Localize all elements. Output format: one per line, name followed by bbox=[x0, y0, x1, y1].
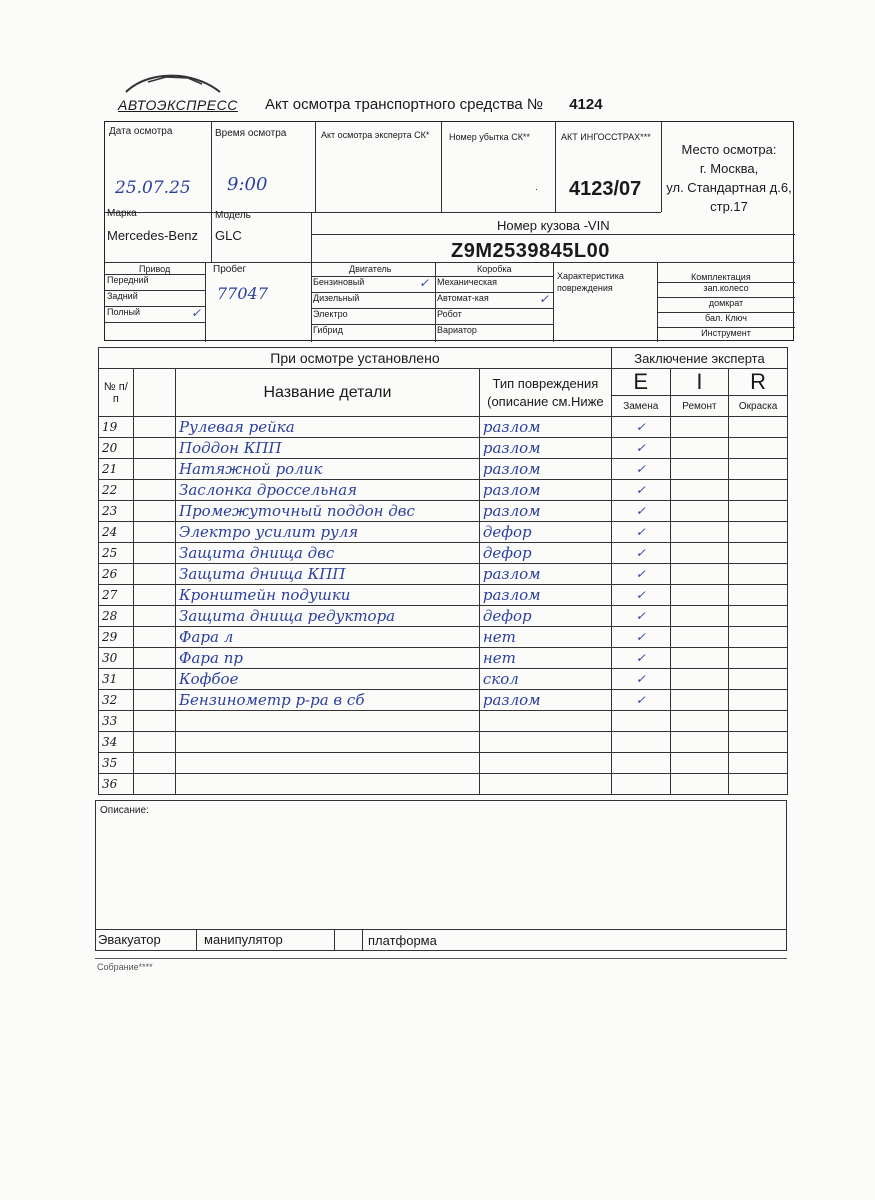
part-name[interactable] bbox=[176, 774, 480, 795]
damage-type[interactable]: нет bbox=[479, 627, 611, 648]
info-box bbox=[104, 121, 794, 341]
replace-mark[interactable]: ✓ bbox=[611, 585, 670, 606]
table-row bbox=[99, 732, 788, 753]
table-row bbox=[99, 774, 788, 795]
row-number: 36 bbox=[99, 774, 134, 795]
replace-mark[interactable]: ✓ bbox=[611, 480, 670, 501]
time-value: 9:00 bbox=[227, 174, 268, 195]
damage-header-line1: Тип повреждения bbox=[492, 375, 599, 391]
act-number: 4124 bbox=[569, 96, 603, 113]
blank-header bbox=[133, 369, 175, 417]
table-row bbox=[99, 627, 788, 648]
drive-all[interactable]: Полный ✓ bbox=[105, 306, 205, 323]
evacuator-row bbox=[95, 929, 787, 951]
row-blank bbox=[133, 753, 175, 774]
paint-mark[interactable] bbox=[729, 438, 788, 459]
part-name[interactable]: Кофбое bbox=[176, 669, 480, 690]
table-row bbox=[99, 669, 788, 690]
row-blank bbox=[133, 711, 175, 732]
repair-mark[interactable] bbox=[670, 648, 729, 669]
equipment-tools[interactable]: Инструмент bbox=[657, 327, 795, 342]
damage-char-label bbox=[557, 270, 624, 294]
damage-type[interactable]: разлом bbox=[479, 564, 611, 585]
row-number: 23 bbox=[99, 501, 134, 522]
repair-mark[interactable] bbox=[670, 522, 729, 543]
section-title: При осмотре установлено bbox=[99, 348, 612, 369]
engine-label: Двигатель bbox=[349, 264, 392, 274]
row-number: 29 bbox=[99, 627, 134, 648]
logo bbox=[118, 70, 238, 113]
part-name[interactable] bbox=[176, 753, 480, 774]
replace-mark[interactable] bbox=[611, 774, 670, 795]
e-label: Замена bbox=[611, 396, 670, 417]
row-blank bbox=[133, 480, 175, 501]
table-row bbox=[99, 690, 788, 711]
damage-type[interactable]: дефор bbox=[479, 543, 611, 564]
footer-cut-text: Собрание**** bbox=[97, 962, 153, 972]
row-number: 33 bbox=[99, 711, 134, 732]
place-line1: г. Москва, bbox=[699, 161, 759, 176]
check-icon: ✓ bbox=[418, 276, 429, 290]
part-name[interactable]: Защита днища двс bbox=[176, 543, 480, 564]
paint-mark[interactable] bbox=[729, 480, 788, 501]
part-name[interactable]: Защита днища редуктора bbox=[176, 606, 480, 627]
row-blank bbox=[133, 438, 175, 459]
manipulator-checkbox[interactable] bbox=[176, 930, 196, 950]
gearbox-options bbox=[435, 276, 553, 340]
replace-mark[interactable]: ✓ bbox=[611, 669, 670, 690]
table-row bbox=[99, 438, 788, 459]
replace-mark[interactable]: ✓ bbox=[611, 438, 670, 459]
equipment-spare-wheel[interactable]: зап.колесо bbox=[657, 282, 795, 297]
repair-mark[interactable] bbox=[670, 438, 729, 459]
replace-mark[interactable]: ✓ bbox=[611, 417, 670, 438]
platform-label: платформа bbox=[368, 933, 437, 948]
equipment-list bbox=[657, 282, 795, 342]
damage-type[interactable]: дефор bbox=[479, 606, 611, 627]
i-label: Ремонт bbox=[670, 396, 729, 417]
table-row bbox=[99, 480, 788, 501]
paint-mark[interactable] bbox=[729, 564, 788, 585]
title-text: Акт осмотра транспортного средства № bbox=[265, 96, 544, 113]
table-row bbox=[99, 501, 788, 522]
date-value: 25.07.25 bbox=[115, 178, 191, 198]
repair-mark[interactable] bbox=[670, 417, 729, 438]
row-number: 24 bbox=[99, 522, 134, 543]
part-name[interactable]: Промежуточный поддон двс bbox=[176, 501, 480, 522]
repair-mark[interactable] bbox=[670, 774, 729, 795]
check-icon: ✓ bbox=[190, 306, 201, 320]
part-name[interactable]: Фара л bbox=[176, 627, 480, 648]
engine-electro[interactable]: Электро bbox=[311, 308, 435, 324]
repair-mark[interactable] bbox=[670, 732, 729, 753]
row-blank bbox=[133, 564, 175, 585]
replace-mark[interactable]: ✓ bbox=[611, 606, 670, 627]
equipment-label: Комплектация bbox=[691, 272, 751, 282]
replace-mark[interactable]: ✓ bbox=[611, 501, 670, 522]
paint-mark[interactable] bbox=[729, 585, 788, 606]
engine-hybrid[interactable]: Гибрид bbox=[311, 324, 435, 340]
paint-mark[interactable] bbox=[729, 606, 788, 627]
loss-number-value: . bbox=[535, 182, 538, 193]
row-blank bbox=[133, 501, 175, 522]
repair-mark[interactable] bbox=[670, 753, 729, 774]
paint-mark[interactable] bbox=[729, 690, 788, 711]
mileage-value: 77047 bbox=[217, 284, 268, 303]
repair-mark[interactable] bbox=[670, 543, 729, 564]
description-box[interactable] bbox=[95, 800, 787, 930]
part-name[interactable]: Бензинометр р-ра в сб bbox=[176, 690, 480, 711]
model-value: GLC bbox=[215, 228, 242, 243]
damage-type[interactable]: разлом bbox=[479, 501, 611, 522]
row-blank bbox=[133, 690, 175, 711]
model-label: Модель bbox=[215, 210, 251, 221]
row-number: 27 bbox=[99, 585, 134, 606]
repair-mark[interactable] bbox=[670, 459, 729, 480]
e-letter: E bbox=[611, 369, 670, 396]
description-label: Описание: bbox=[100, 805, 149, 816]
row-number: 22 bbox=[99, 480, 134, 501]
date-label: Дата осмотра bbox=[109, 126, 173, 137]
damage-char-line1: Характеристика bbox=[557, 271, 624, 281]
paint-mark[interactable] bbox=[729, 543, 788, 564]
inspection-place bbox=[665, 140, 793, 216]
equipment-wrench[interactable]: бал. Ключ bbox=[657, 312, 795, 327]
repair-mark[interactable] bbox=[670, 564, 729, 585]
table-row bbox=[99, 711, 788, 732]
repair-mark[interactable] bbox=[670, 501, 729, 522]
logo-text: АВТОЭКСПРЕСС bbox=[118, 97, 238, 113]
repair-mark[interactable] bbox=[670, 606, 729, 627]
replace-mark[interactable]: ✓ bbox=[611, 522, 670, 543]
damage-char-line2: повреждения bbox=[557, 283, 613, 293]
damage-type[interactable]: разлом bbox=[479, 459, 611, 480]
check-icon: ✓ bbox=[538, 292, 549, 306]
row-number: 20 bbox=[99, 438, 134, 459]
expert-act-label: Акт осмотра эксперта СК* bbox=[321, 130, 430, 140]
row-number: 31 bbox=[99, 669, 134, 690]
damage-type[interactable] bbox=[479, 774, 611, 795]
row-blank bbox=[133, 627, 175, 648]
num-header: № п/п bbox=[99, 369, 134, 417]
page-title bbox=[265, 96, 603, 113]
platform-checkbox[interactable] bbox=[334, 930, 362, 950]
part-header: Название детали bbox=[176, 369, 480, 417]
paint-mark[interactable] bbox=[729, 522, 788, 543]
engine-diesel[interactable]: Дизельный bbox=[311, 292, 435, 308]
paint-mark[interactable] bbox=[729, 459, 788, 480]
part-name[interactable]: Рулевая рейка bbox=[176, 417, 480, 438]
damage-type[interactable]: разлом bbox=[479, 438, 611, 459]
replace-mark[interactable]: ✓ bbox=[611, 690, 670, 711]
findings-rows bbox=[99, 417, 788, 795]
damage-type[interactable]: разлом bbox=[479, 585, 611, 606]
part-name[interactable]: Заслонка дроссельная bbox=[176, 480, 480, 501]
replace-mark[interactable]: ✓ bbox=[611, 648, 670, 669]
row-blank bbox=[133, 585, 175, 606]
gearbox-auto[interactable]: Автомат-кая ✓ bbox=[435, 292, 553, 308]
part-name[interactable] bbox=[176, 711, 480, 732]
footer-cut-line bbox=[95, 958, 787, 972]
drive-label: Привод bbox=[139, 264, 171, 274]
damage-type[interactable]: разлом bbox=[479, 417, 611, 438]
loss-number-label: Номер убытка СК** bbox=[449, 132, 530, 142]
damage-header-line2: (описание см.Ниже bbox=[487, 393, 604, 409]
part-name[interactable]: Поддон КПП bbox=[176, 438, 480, 459]
replace-mark[interactable]: ✓ bbox=[611, 543, 670, 564]
part-name[interactable]: Защита днища КПП bbox=[176, 564, 480, 585]
replace-mark[interactable] bbox=[611, 753, 670, 774]
replace-mark[interactable] bbox=[611, 732, 670, 753]
mileage-label: Пробег bbox=[213, 264, 247, 275]
damage-type[interactable]: разлом bbox=[479, 690, 611, 711]
part-name[interactable]: Кронштейн подушки bbox=[176, 585, 480, 606]
table-title-row bbox=[99, 348, 788, 369]
gearbox-label: Коробка bbox=[477, 264, 512, 274]
evacuator-label: Эвакуатор bbox=[98, 932, 161, 947]
table-row bbox=[99, 417, 788, 438]
row-blank bbox=[133, 606, 175, 627]
r-label: Окраска bbox=[729, 396, 788, 417]
damage-header bbox=[479, 369, 611, 417]
row-blank bbox=[133, 648, 175, 669]
row-blank bbox=[133, 732, 175, 753]
table-header-row bbox=[99, 369, 788, 396]
drive-front[interactable]: Передний bbox=[105, 274, 205, 290]
i-letter: I bbox=[670, 369, 729, 396]
engine-options bbox=[311, 276, 435, 340]
paint-mark[interactable] bbox=[729, 648, 788, 669]
replace-mark[interactable] bbox=[611, 711, 670, 732]
paint-mark[interactable] bbox=[729, 627, 788, 648]
repair-mark[interactable] bbox=[670, 711, 729, 732]
ingos-value: 4123/07 bbox=[569, 178, 642, 200]
make-value: Mercedes-Benz bbox=[107, 228, 199, 243]
repair-mark[interactable] bbox=[670, 585, 729, 606]
drive-rear[interactable]: Задний bbox=[105, 290, 205, 306]
row-number: 25 bbox=[99, 543, 134, 564]
paint-mark[interactable] bbox=[729, 753, 788, 774]
vin-label: Номер кузова -VIN bbox=[497, 218, 610, 233]
table-row bbox=[99, 522, 788, 543]
repair-mark[interactable] bbox=[670, 480, 729, 501]
row-number: 35 bbox=[99, 753, 134, 774]
row-number: 21 bbox=[99, 459, 134, 480]
vin-value: Z9M2539845L00 bbox=[451, 240, 610, 262]
engine-petrol[interactable]: Бензиновый ✓ bbox=[311, 276, 435, 292]
row-number: 19 bbox=[99, 417, 134, 438]
place-label: Место осмотра: bbox=[681, 142, 777, 157]
place-line2: ул. Стандартная д.6, bbox=[666, 180, 792, 195]
paint-mark[interactable] bbox=[729, 417, 788, 438]
row-blank bbox=[133, 543, 175, 564]
row-blank bbox=[133, 774, 175, 795]
row-number: 32 bbox=[99, 690, 134, 711]
make-label: Марка bbox=[107, 208, 137, 219]
damage-type[interactable]: дефор bbox=[479, 522, 611, 543]
row-blank bbox=[133, 417, 175, 438]
table-row bbox=[99, 564, 788, 585]
damage-type[interactable] bbox=[479, 732, 611, 753]
row-blank bbox=[133, 522, 175, 543]
table-row bbox=[99, 606, 788, 627]
repair-mark[interactable] bbox=[670, 627, 729, 648]
paint-mark[interactable] bbox=[729, 711, 788, 732]
equipment-jack[interactable]: домкрат bbox=[657, 297, 795, 312]
table-row bbox=[99, 459, 788, 480]
row-blank bbox=[133, 669, 175, 690]
findings-table bbox=[98, 347, 788, 795]
time-label: Время осмотра bbox=[215, 128, 287, 139]
gearbox-cvt[interactable]: Вариатор bbox=[435, 324, 553, 340]
repair-mark[interactable] bbox=[670, 690, 729, 711]
table-row bbox=[99, 648, 788, 669]
repair-mark[interactable] bbox=[670, 669, 729, 690]
row-number: 26 bbox=[99, 564, 134, 585]
gearbox-manual[interactable]: Механическая bbox=[435, 276, 553, 292]
row-number: 30 bbox=[99, 648, 134, 669]
table-row bbox=[99, 543, 788, 564]
row-number: 28 bbox=[99, 606, 134, 627]
replace-mark[interactable]: ✓ bbox=[611, 627, 670, 648]
damage-type[interactable]: нет bbox=[479, 648, 611, 669]
manipulator-label: манипулятор bbox=[204, 932, 283, 947]
damage-type[interactable] bbox=[479, 711, 611, 732]
part-name[interactable]: Натяжной ролик bbox=[176, 459, 480, 480]
damage-type[interactable]: разлом bbox=[479, 480, 611, 501]
damage-type[interactable]: скол bbox=[479, 669, 611, 690]
gearbox-robot[interactable]: Робот bbox=[435, 308, 553, 324]
r-letter: R bbox=[729, 369, 788, 396]
paint-mark[interactable] bbox=[729, 732, 788, 753]
ingos-label: АКТ ИНГОССТРАХ*** bbox=[561, 132, 651, 142]
paint-mark[interactable] bbox=[729, 669, 788, 690]
car-logo-icon bbox=[118, 70, 228, 96]
row-number: 34 bbox=[99, 732, 134, 753]
part-name[interactable]: Электро усилит руля bbox=[176, 522, 480, 543]
row-blank bbox=[133, 459, 175, 480]
table-row bbox=[99, 753, 788, 774]
replace-mark[interactable]: ✓ bbox=[611, 564, 670, 585]
paint-mark[interactable] bbox=[729, 774, 788, 795]
replace-mark[interactable]: ✓ bbox=[611, 459, 670, 480]
drive-options bbox=[105, 274, 205, 323]
place-line3: стр.17 bbox=[710, 199, 748, 214]
conclusion-title: Заключение эксперта bbox=[611, 348, 787, 369]
part-name[interactable] bbox=[176, 732, 480, 753]
table-row bbox=[99, 585, 788, 606]
damage-type[interactable] bbox=[479, 753, 611, 774]
part-name[interactable]: Фара пр bbox=[176, 648, 480, 669]
paint-mark[interactable] bbox=[729, 501, 788, 522]
